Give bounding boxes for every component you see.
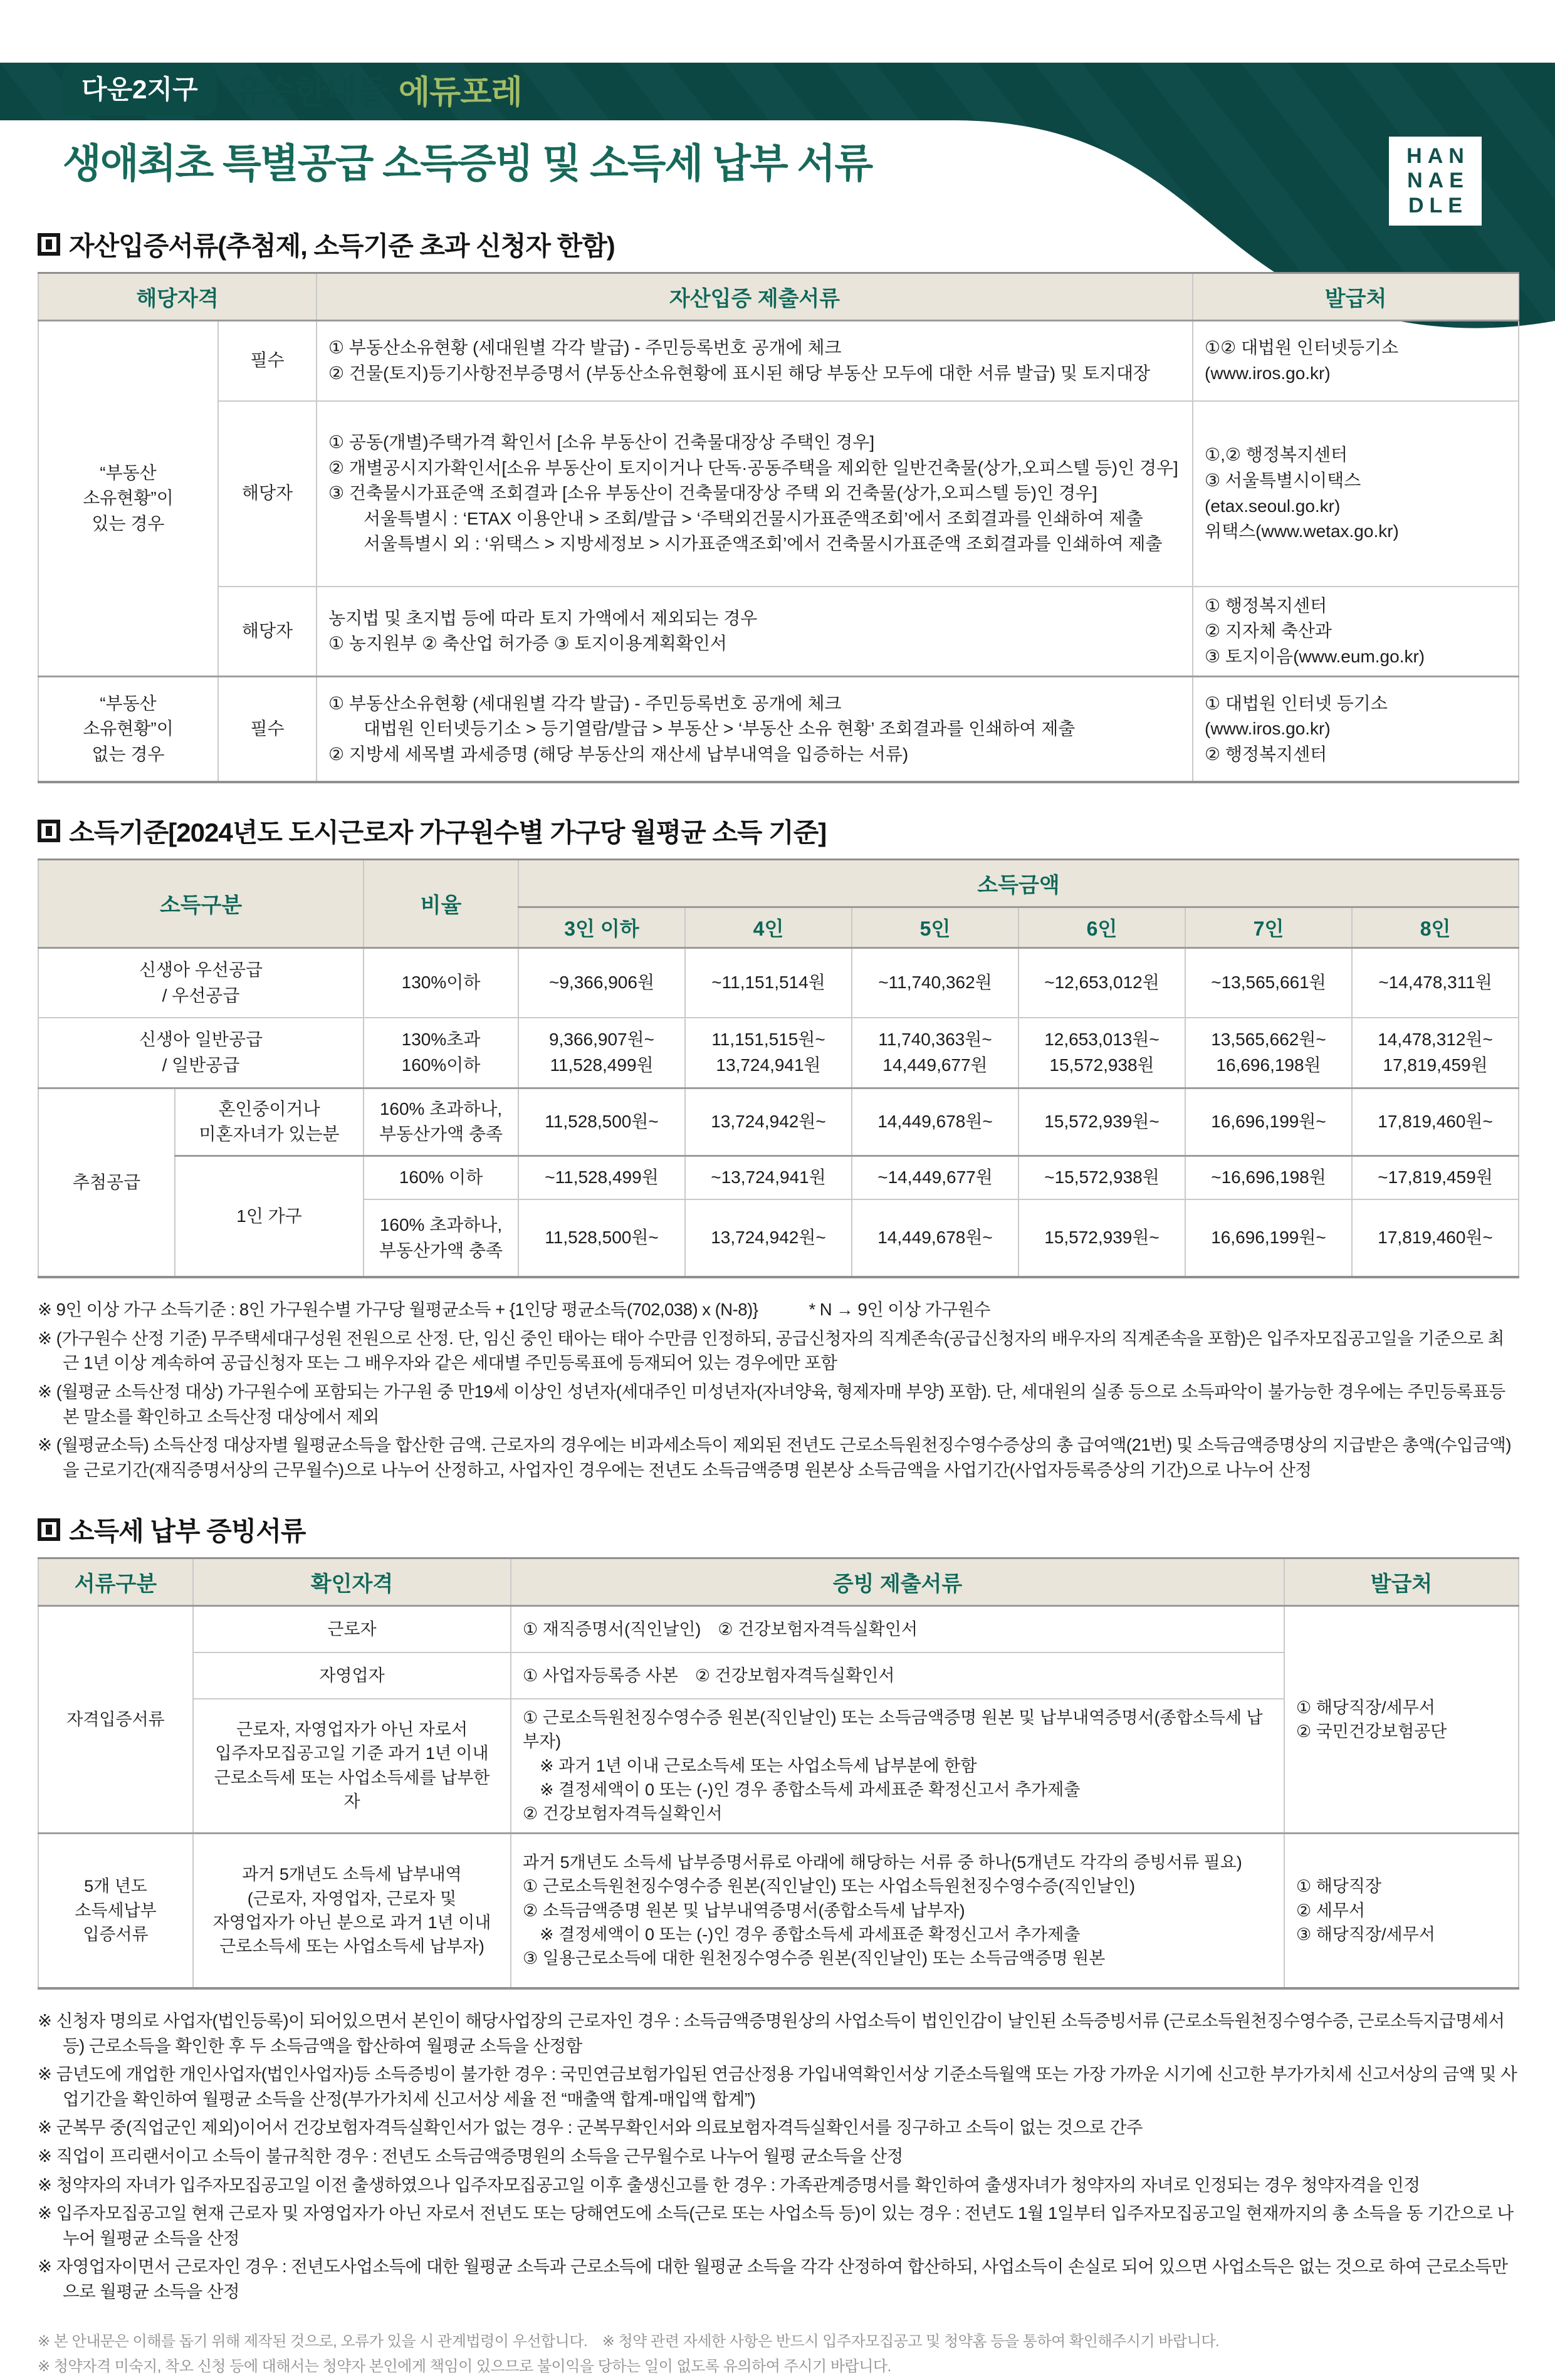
cell-amount: 14,478,312원~ 17,819,459원 — [1352, 1018, 1519, 1088]
col-header-income-class: 소득구분 — [38, 859, 364, 947]
cell-docs: ① 공동(개별)주택가격 확인서 [소유 부동산이 건축물대장상 주택인 경우] ② 개별공시지가확인서[소유 부동산이 토지이거나 단독·공동주택을 제외한 일반건축물(상가,오피스텔 등)인 경우] ③ 건축물시가표준액 조회결과 [소유 부동산이 건축물대장상 주택 외 건축물(상가,오피스텔 등)인 경우] 서울특별시 : ‘ETAX 이용안내 > 조회/발급 > ‘주택외건물시가표준액조회’에서 조회결과를 인쇄하여 제출 서울특별시 외 : ‘위택스 > 지방세정보 > 시가표준액조회’에서 건축물시가표준액 조회결과를 인쇄하여 제출 — [317, 401, 1193, 587]
cell-lottery-group: 추첨공급 — [38, 1088, 175, 1277]
logo-line-1: HAN — [1406, 144, 1470, 169]
cell-ratio: 130%초과 160%이하 — [364, 1018, 518, 1088]
cell-amount: 15,572,939원~ — [1018, 1088, 1185, 1156]
logo-line-2: NAE — [1407, 169, 1469, 193]
cell-amount: ~15,572,938원 — [1018, 1156, 1185, 1199]
cell-type: 해당자 — [218, 587, 317, 677]
note-item: ※ (가구원수 산정 기준) 무주택세대구성원 전원으로 산정. 단, 임신 중인 태아는 태아 수만큼 인정하되, 공급신청자의 직계존속(공급신청자의 배우자의 직계존속을 포함)은 입주자모집공고일을 기준으로 최근 1년 이상 계속하여 공급신청자 또는 그 배우자와 같은 세대별 주민등록표에 등재되어 있는 경우에만 포함 — [38, 1328, 1504, 1373]
note-item: ※ 자영업자이면서 근로자인 경우 : 전년도사업소득에 대한 월평균 소득과 근로소득에 대한 월평균 소득을 각각 산정하여 합산하되, 사업소득이 손실로 되어 있으면 사업소득은 없는 것으로 하여 근로소득만으로 월평균 소득을 산정 — [38, 2257, 1508, 2302]
cell-issuer: ① 해당직장 ② 세무서 ③ 해당직장/세무서 — [1284, 1833, 1519, 1988]
income-notes — [38, 1297, 1518, 1482]
cell-amount: 11,151,515원~ 13,724,941원 — [685, 1018, 852, 1088]
cell-amount: ~14,449,677원 — [852, 1156, 1018, 1199]
cell-amount: ~13,724,941원 — [685, 1156, 852, 1199]
tax-header-row — [38, 1558, 1519, 1606]
hannaedle-logo — [1389, 137, 1482, 226]
assets-table — [38, 272, 1519, 783]
col-header-8: 8인 — [1352, 907, 1519, 947]
footer-note: ※ 청약자격 미숙지, 착오 신청 등에 대해서는 청약자 본인에게 책임이 있으므로 불이익을 당하는 일이 없도록 유의하여 주시기 바랍니다. — [38, 2358, 891, 2376]
assets-row-3 — [38, 587, 1519, 677]
tax-notes — [38, 2008, 1518, 2304]
cell-docs: ① 사업자등록증 사본 ② 건강보험자격득실확인서 — [511, 1652, 1284, 1699]
cell-docs: ① 재직증명서(직인날인) ② 건강보험자격득실확인서 — [511, 1606, 1284, 1652]
brand-subname: 에듀포레 — [398, 74, 522, 111]
cell-amount: ~16,696,198원 — [1185, 1156, 1352, 1199]
note-item: ※ 군복무 중(직업군인 제외)이어서 건강보험자격득실확인서가 없는 경우 : 군복무확인서와 의료보험자격득실확인서를 징구하고 소득이 없는 것으로 간주 — [38, 2117, 1143, 2137]
col-header-7: 7인 — [1185, 907, 1352, 947]
footer-notes — [38, 2329, 1518, 2380]
square-bullet-icon — [38, 233, 60, 256]
cell-amount: 15,572,939원~ — [1018, 1199, 1185, 1277]
cell-ratio: 160% 초과하나, 부동산가액 충족 — [364, 1088, 518, 1156]
cell-ratio: 160% 초과하나, 부동산가액 충족 — [364, 1199, 518, 1277]
cell-group-5year: 5개 년도 소득세납부 입증서류 — [38, 1833, 193, 1988]
col-header-qualification: 해당자격 — [38, 273, 317, 321]
col-header-doc-class: 서류구분 — [38, 1558, 193, 1606]
assets-row-1 — [38, 321, 1519, 401]
income-row-3 — [38, 1088, 1519, 1156]
cell-amount: 17,819,460원~ — [1352, 1199, 1519, 1277]
cell-docs: ① 근로소득원천징수영수증 원본(직인날인) 또는 소득금액증명 원본 및 납부내역증명서(종합소득세 납부자) ※ 과거 1년 이내 근로소득세 또는 사업소득세 납부분에 한함 ※ 결정세액이 0 또는 (-)인 경우 종합소득세 과세표준 확정신고서 추가제출 ② 건강보험자격득실확인서 — [511, 1699, 1284, 1833]
cell-single-household: 1인 가구 — [175, 1156, 364, 1277]
cell-amount: 11,528,500원~ — [518, 1199, 685, 1277]
note-item: ※ 9인 이상 가구 소득기준 : 8인 가구원수별 가구당 월평균소득 + {1인당 평균소득(702,038) x (N-8)} * N → 9인 이상 가구원수 — [38, 1300, 990, 1320]
cell-group-owned: “부동산 소유현황”이 있는 경우 — [38, 321, 218, 677]
square-bullet-icon — [38, 820, 60, 842]
cell-issuer: ① 행정복지센터 ② 지자체 축산과 ③ 토지이음(www.eum.go.kr) — [1193, 587, 1519, 677]
tax-table — [38, 1557, 1519, 1990]
income-row-4 — [38, 1156, 1519, 1199]
note-item: ※ 입주자모집공고일 현재 근로자 및 자영업자가 아닌 자로서 전년도 또는 당해연도에 소득(근로 또는 사업소득 등)이 있는 경우 : 전년도 1월 1일부터 입주자모집공고일 현재까지의 총 소득을 동 기간으로 나누어 월평균 소득을 산정 — [38, 2203, 1514, 2248]
cell-amount: 13,565,662원~ 16,696,198원 — [1185, 1018, 1352, 1088]
tax-row-1 — [38, 1606, 1519, 1652]
cell-issuer: ① 해당직장/세무서 ② 국민건강보험공단 — [1284, 1606, 1519, 1833]
col-header-ratio: 비율 — [364, 859, 518, 947]
page-title: 생애최초 특별공급 소득증빙 및 소득세 납부 서류 — [63, 141, 872, 186]
brand-row — [63, 63, 1517, 115]
col-header-documents: 자산입증 제출서류 — [317, 273, 1193, 321]
col-header-amount: 소득금액 — [518, 859, 1519, 907]
col-header-4: 4인 — [685, 907, 852, 947]
col-header-6: 6인 — [1018, 907, 1185, 947]
cell-amount: ~11,151,514원 — [685, 947, 852, 1018]
tax-row-4 — [38, 1833, 1519, 1988]
cell-amount: ~17,819,459원 — [1352, 1156, 1519, 1199]
section-heading-assets-label: 자산입증서류(추첨제, 소득기준 초과 신청자 한함) — [69, 231, 615, 261]
col-header-evidence: 증빙 제출서류 — [511, 1558, 1284, 1606]
brand-name: 유승한내들 — [233, 74, 387, 111]
cell-issuer: ①② 대법원 인터넷등기소 (www.iros.go.kr) — [1193, 321, 1519, 401]
income-row-2 — [38, 1018, 1519, 1088]
cell-amount: ~12,653,012원 — [1018, 947, 1185, 1018]
assets-row-4 — [38, 677, 1519, 782]
section-heading-income — [38, 812, 1517, 850]
cell-issuer: ①,② 행정복지센터 ③ 서울특별시이택스 (etax.seoul.go.kr) 위택스(www.wetax.go.kr) — [1193, 401, 1519, 587]
cell-type: 필수 — [218, 677, 317, 782]
section-heading-assets — [38, 226, 1517, 263]
cell-qual: 과거 5개년도 소득세 납부내역 (근로자, 자영업자, 근로자 및 자영업자가 아닌 분으로 과거 1년 이내 근로소득세 또는 사업소득세 납부자) — [193, 1833, 511, 1988]
col-header-qualification: 확인자격 — [193, 1558, 511, 1606]
cell-amount: 11,740,363원~ 14,449,677원 — [852, 1018, 1018, 1088]
cell-docs: ① 부동산소유현황 (세대원별 각각 발급) - 주민등록번호 공개에 체크 대법원 인터넷등기소 > 등기열람/발급 > 부동산 > ‘부동산 소유 현황’ 조회결과를 인쇄하여 제출 ② 지방세 세목별 과세증명 (해당 부동산의 재산세 납부내역을 입증하는 서류) — [317, 677, 1193, 782]
section-heading-income-label: 소득기준[2024년도 도시근로자 가구원수별 가구당 월평균 소득 기준] — [69, 817, 827, 847]
cell-amount: 16,696,199원~ — [1185, 1199, 1352, 1277]
note-item: ※ (월평균소득) 소득산정 대상자별 월평균소득을 합산한 금액. 근로자의 경우에는 비과세소득이 제외된 전년도 근로소득원천징수영수증상의 총 급여액(21번) 및 소득금액증명상의 지급받은 총액(수입금액)을 근로기간(재직증명서상의 근무월수)으로 나누어 산정하고, 사업자인 경우에는 전년도 소득금액증명 원본상 소득금액을 사업기간(사업자등록증상의 기간)으로 나누어 산정 — [38, 1435, 1512, 1480]
assets-header-row — [38, 273, 1519, 321]
income-table — [38, 859, 1519, 1279]
note-item: ※ 직업이 프리랜서이고 소득이 불규칙한 경우 : 전년도 소득금액증명원의 소득을 근무월수로 나누어 월평 균소득을 산정 — [38, 2146, 903, 2166]
cell-label: 혼인중이거나 미혼자녀가 있는분 — [175, 1088, 364, 1156]
cell-amount: 14,449,678원~ — [852, 1088, 1018, 1156]
cell-ratio: 130%이하 — [364, 947, 518, 1018]
cell-group-not-owned: “부동산 소유현황”이 없는 경우 — [38, 677, 218, 782]
col-header-issuer: 발급처 — [1193, 273, 1519, 321]
cell-amount: 9,366,907원~ 11,528,499원 — [518, 1018, 685, 1088]
income-row-1 — [38, 947, 1519, 1018]
cell-docs: ① 부동산소유현황 (세대원별 각각 발급) - 주민등록번호 공개에 체크 ② 건물(토지)등기사항전부증명서 (부동산소유현황에 표시된 해당 부동산 모두에 대한 서류 발급) 및 토지대장 — [317, 321, 1193, 401]
cell-issuer: ① 대법원 인터넷 등기소 (www.iros.go.kr) ② 행정복지센터 — [1193, 677, 1519, 782]
col-header-issuer: 발급처 — [1284, 1558, 1519, 1606]
cell-qual: 근로자, 자영업자가 아닌 자로서 입주자모집공고일 기준 과거 1년 이내 근로소득세 또는 사업소득세를 납부한 자 — [193, 1699, 511, 1833]
cell-amount: 12,653,013원~ 15,572,938원 — [1018, 1018, 1185, 1088]
section-heading-tax — [38, 1511, 1517, 1548]
footer-note: ※ 본 안내문은 이해를 돕기 위해 제작된 것으로, 오류가 있을 시 관계법령이 우선합니다. ※ 청약 관련 자세한 사항은 반드시 입주자모집공고 및 청약홈 등을 통하여 확인해주시기 바랍니다. — [38, 2332, 1220, 2350]
cell-qual: 근로자 — [193, 1606, 511, 1652]
district-badge: 다운2지구 — [63, 63, 217, 115]
cell-amount: ~13,565,661원 — [1185, 947, 1352, 1018]
cell-type: 필수 — [218, 321, 317, 401]
cell-ratio: 160% 이하 — [364, 1156, 518, 1199]
note-item: ※ 청약자의 자녀가 입주자모집공고일 이전 출생하였으나 입주자모집공고일 이후 출생신고를 한 경우 : 가족관계증명서를 확인하여 출생자녀가 청약자의 자녀로 인정되는 경우 청약자격을 인정 — [38, 2174, 1420, 2195]
cell-label: 신생아 우선공급 / 우선공급 — [38, 947, 364, 1018]
note-item: ※ 신청자 명의로 사업자(법인등록)이 되어있으면서 본인이 해당사업장의 근로자인 경우 : 소득금액증명원상의 사업소득이 법인인감이 날인된 소득증빙서류 (근로소득원천징수영수증, 근로소득지급명세서 등) 근로소득을 확인한 후 두 소득금액을 합산하여 월평균 소득을 산정함 — [38, 2011, 1505, 2055]
cell-group-qualification-docs: 자격입증서류 — [38, 1606, 193, 1833]
cell-amount: ~9,366,906원 — [518, 947, 685, 1018]
cell-amount: 11,528,500원~ — [518, 1088, 685, 1156]
cell-amount: 16,696,199원~ — [1185, 1088, 1352, 1156]
logo-line-3: DLE — [1408, 193, 1468, 217]
income-header-row-1 — [38, 859, 1519, 907]
section-heading-tax-label: 소득세 납부 증빙서류 — [69, 1516, 306, 1547]
col-header-5: 5인 — [852, 907, 1018, 947]
cell-qual: 자영업자 — [193, 1652, 511, 1699]
note-item: ※ (월평균 소득산정 대상) 가구원수에 포함되는 가구원 중 만19세 이상인 성년자(세대주인 미성년자(자녀양육, 형제자매 부양) 포함). 단, 세대원의 실종 등으로 소득파악이 불가능한 경우에는 주민등록표등본 말소를 확인하고 소득산정 대상에서 제외 — [38, 1382, 1505, 1426]
cell-label: 신생아 일반공급 / 일반공급 — [38, 1018, 364, 1088]
cell-docs: 과거 5개년도 소득세 납부증명서류로 아래에 해당하는 서류 중 하나(5개년도 각각의 증빙서류 필요) ① 근로소득원천징수영수증 원본(직인날인) 또는 사업소득원천징수영수증(직인날인) ② 소득금액증명 원본 및 납부내역증명서(종합소득세 납부자) ※ 결정세액이 0 또는 (-)인 경우 종합소득세 과세표준 확정신고서 추가제출 ③ 일용근로소득에 대한 원천징수영수증 원본(직인날인) 또는 소득금액증명 원본 — [511, 1833, 1284, 1988]
cell-amount: ~14,478,311원 — [1352, 947, 1519, 1018]
cell-amount: 13,724,942원~ — [685, 1199, 852, 1277]
assets-row-2 — [38, 401, 1519, 587]
cell-amount: ~11,528,499원 — [518, 1156, 685, 1199]
square-bullet-icon — [38, 1518, 60, 1541]
cell-amount: 14,449,678원~ — [852, 1199, 1018, 1277]
cell-amount: 13,724,942원~ — [685, 1088, 852, 1156]
cell-amount: 17,819,460원~ — [1352, 1088, 1519, 1156]
note-item: ※ 금년도에 개업한 개인사업자(법인사업자)등 소득증빙이 불가한 경우 : 국민연금보험가입된 연금산정용 가입내역확인서상 기준소득월액 또는 가장 가까운 시기에 신고한 부가가치세 신고서상의 금액 및 사업기간을 확인하여 월평균 소득을 산정(부가가치세 신고서상 세율 전 “매출액 합계-매입액 합계”) — [38, 2064, 1517, 2109]
cell-amount: ~11,740,362원 — [852, 947, 1018, 1018]
cell-type: 해당자 — [218, 401, 317, 587]
col-header-3: 3인 이하 — [518, 907, 685, 947]
cell-docs: 농지법 및 초지법 등에 따라 토지 가액에서 제외되는 경우 ① 농지원부 ② 축산업 허가증 ③ 토지이용계획확인서 — [317, 587, 1193, 677]
